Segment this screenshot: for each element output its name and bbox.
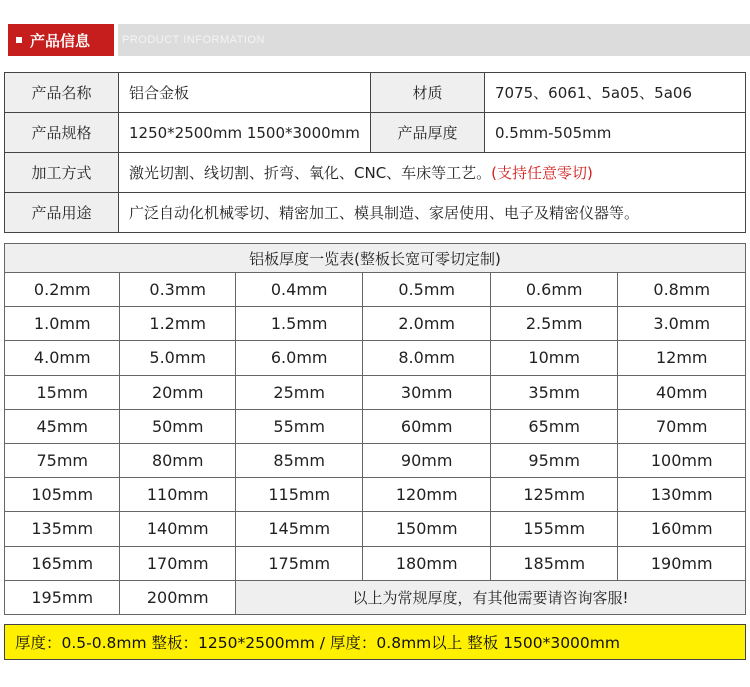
table-row (5, 341, 746, 375)
thickness-cell: 190mm (618, 546, 746, 580)
table-row (5, 409, 746, 443)
thickness-cell: 155mm (490, 512, 618, 546)
thickness-cell: 165mm (5, 546, 120, 580)
table-row (5, 443, 746, 477)
thickness-cell: 120mm (363, 478, 491, 512)
thickness-cell: 185mm (490, 546, 618, 580)
section-title-badge (8, 24, 114, 56)
thickness-cell: 100mm (618, 443, 746, 477)
thickness-cell: 0.3mm (120, 273, 235, 307)
thickness-cell: 8.0mm (363, 341, 491, 375)
name-label: 产品名称 (5, 73, 119, 113)
usage-label: 产品用途 (5, 193, 119, 233)
thickness-cell: 0.4mm (235, 273, 363, 307)
table-title-row (5, 244, 746, 273)
thickness-cell: 0.5mm (363, 273, 491, 307)
thickness-cell: 105mm (5, 478, 120, 512)
square-bullet-icon (16, 37, 22, 43)
section-header (0, 18, 750, 62)
thickness-cell: 75mm (5, 443, 120, 477)
thickness-cell: 5.0mm (120, 341, 235, 375)
process-note: (支持任意零切) (491, 164, 593, 182)
thickness-cell: 150mm (363, 512, 491, 546)
thickness-cell: 50mm (120, 409, 235, 443)
name-value: 铝合金板 (119, 73, 371, 113)
table-row (5, 273, 746, 307)
thickness-cell: 0.6mm (490, 273, 618, 307)
thickness-label: 产品厚度 (371, 113, 485, 153)
thickness-cell: 0.2mm (5, 273, 120, 307)
thickness-cell: 55mm (235, 409, 363, 443)
thickness-cell: 160mm (618, 512, 746, 546)
usage-value: 广泛自动化机械零切、精密加工、模具制造、家居使用、电子及精密仪器等。 (119, 193, 746, 233)
thickness-cell: 1.2mm (120, 307, 235, 341)
thickness-cell: 12mm (618, 341, 746, 375)
thickness-cell: 35mm (490, 375, 618, 409)
section-subtitle-bar (118, 24, 750, 56)
thickness-note: 以上为常规厚度，有其他需要请咨询客服! (235, 580, 745, 614)
table-row (5, 307, 746, 341)
thickness-cell: 15mm (5, 375, 120, 409)
thickness-cell: 6.0mm (235, 341, 363, 375)
thickness-cell: 4.0mm (5, 341, 120, 375)
thickness-cell: 2.0mm (363, 307, 491, 341)
thickness-cell: 175mm (235, 546, 363, 580)
thickness-cell: 110mm (120, 478, 235, 512)
thickness-cell: 25mm (235, 375, 363, 409)
table-row (5, 546, 746, 580)
thickness-cell: 10mm (490, 341, 618, 375)
thickness-cell: 1.0mm (5, 307, 120, 341)
thickness-cell: 145mm (235, 512, 363, 546)
material-value: 7075、6061、5a05、5a06 (485, 73, 746, 113)
thickness-cell: 170mm (120, 546, 235, 580)
footer-text: 厚度：0.5-0.8mm 整板：1250*2500mm / 厚度：0.8mm以上 整板 1500*3000mm (15, 634, 620, 652)
thickness-cell: 30mm (363, 375, 491, 409)
thickness-cell: 125mm (490, 478, 618, 512)
process-value: 激光切割、线切割、折弯、氧化、CNC、车床等工艺。 (129, 164, 492, 182)
thickness-table (4, 243, 746, 615)
table-row (5, 193, 746, 233)
table-row (5, 73, 746, 113)
thickness-cell: 40mm (618, 375, 746, 409)
thickness-cell: 90mm (363, 443, 491, 477)
footer-bar (4, 624, 746, 660)
thickness-value: 0.5mm-505mm (485, 113, 746, 153)
thickness-cell: 130mm (618, 478, 746, 512)
thickness-cell: 2.5mm (490, 307, 618, 341)
thickness-cell: 85mm (235, 443, 363, 477)
thickness-cell: 65mm (490, 409, 618, 443)
thickness-cell: 20mm (120, 375, 235, 409)
spec-value: 1250*2500mm 1500*3000mm (119, 113, 371, 153)
table-row (5, 478, 746, 512)
thickness-cell: 195mm (5, 580, 120, 614)
table-row (5, 153, 746, 193)
thickness-cell: 60mm (363, 409, 491, 443)
thickness-cell: 180mm (363, 546, 491, 580)
thickness-cell: 0.8mm (618, 273, 746, 307)
thickness-cell: 70mm (618, 409, 746, 443)
product-info-table (4, 72, 746, 233)
thickness-cell: 3.0mm (618, 307, 746, 341)
spec-label: 产品规格 (5, 113, 119, 153)
thickness-cell: 95mm (490, 443, 618, 477)
process-label: 加工方式 (5, 153, 119, 193)
table-row (5, 113, 746, 153)
thickness-cell: 135mm (5, 512, 120, 546)
table-row (5, 512, 746, 546)
thickness-cell: 1.5mm (235, 307, 363, 341)
material-label: 材质 (371, 73, 485, 113)
thickness-table-title: 铝板厚度一览表(整板长宽可零切定制) (5, 244, 746, 273)
thickness-cell: 115mm (235, 478, 363, 512)
table-row (5, 375, 746, 409)
thickness-cell: 200mm (120, 580, 235, 614)
thickness-cell: 140mm (120, 512, 235, 546)
process-cell (119, 153, 746, 193)
table-row (5, 580, 746, 614)
section-title: 产品信息 (30, 31, 91, 50)
thickness-cell: 45mm (5, 409, 120, 443)
section-subtitle: PRODUCT INFORMATION (122, 34, 265, 46)
thickness-cell: 80mm (120, 443, 235, 477)
